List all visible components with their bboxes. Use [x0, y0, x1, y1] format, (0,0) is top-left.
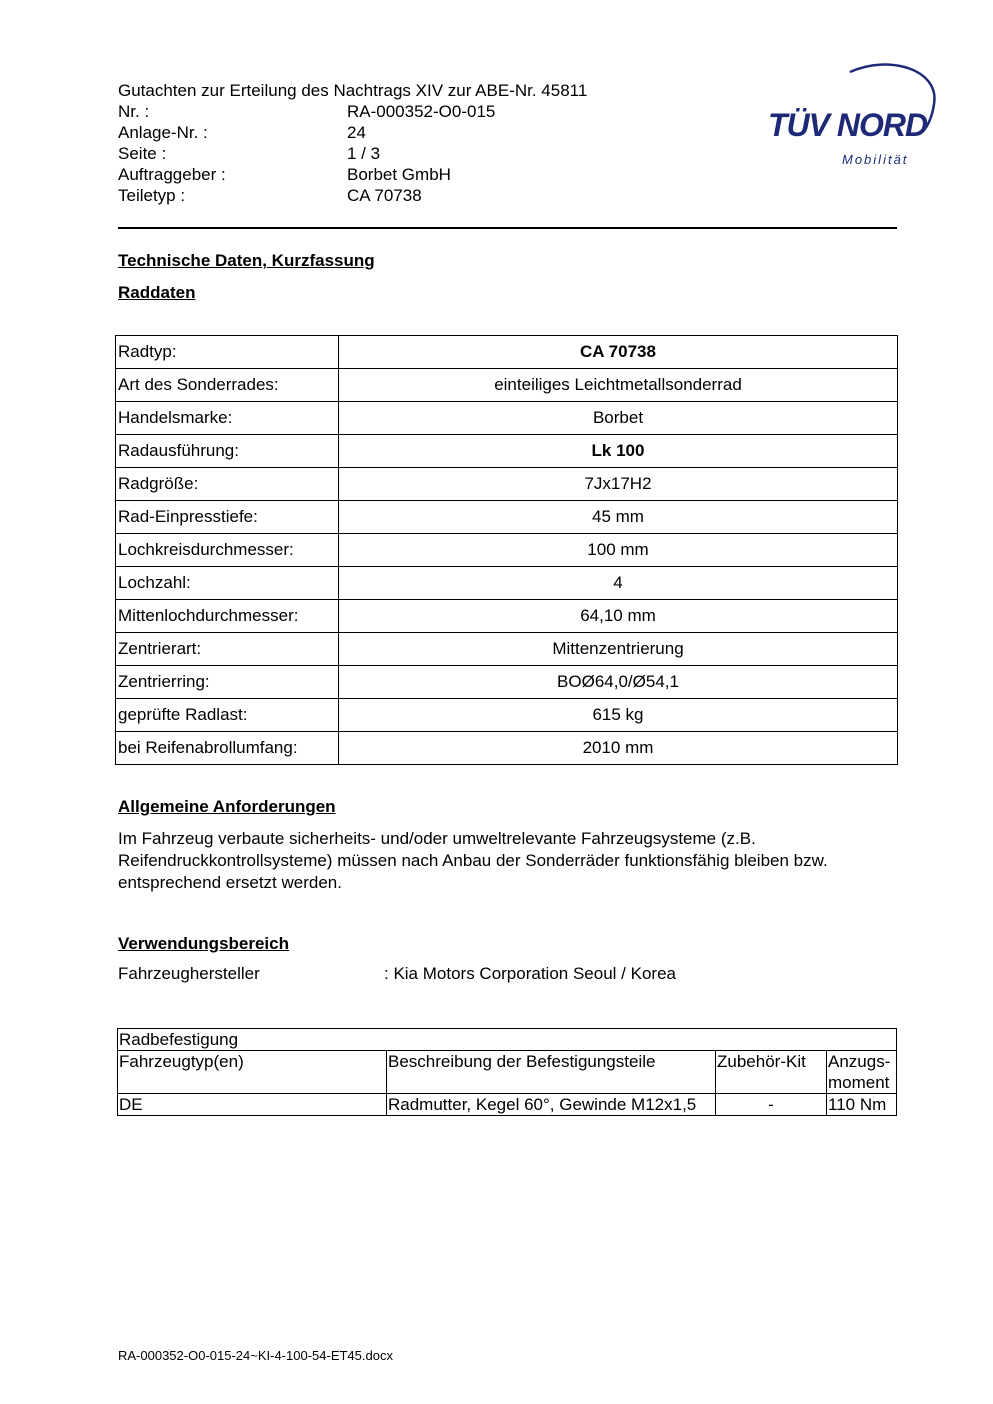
table-row — [118, 1094, 897, 1116]
wheel-value: CA 70738 — [339, 336, 898, 369]
header-value: Borbet GmbH — [347, 165, 451, 184]
section-verwendung-title: Verwendungsbereich — [118, 934, 289, 953]
column-header: Anzugs-moment — [827, 1051, 897, 1094]
document-header — [118, 80, 587, 206]
footer-filename: RA-000352-O0-015-24~KI-4-100-54-ET45.docx — [118, 1348, 393, 1363]
table-header-row — [118, 1051, 897, 1094]
wheel-value: 2010 mm — [339, 732, 898, 765]
header-row-teiletyp — [118, 185, 587, 206]
table-row — [116, 336, 898, 369]
wheel-label: Radtyp: — [116, 336, 339, 369]
table-row — [118, 1029, 897, 1051]
header-divider — [118, 227, 897, 229]
table-row — [116, 567, 898, 600]
tuv-nord-logo — [762, 56, 942, 176]
report-title: Gutachten zur Erteilung des Nachtrags XIV zur ABE-Nr. 45811 — [118, 81, 588, 100]
table-row — [116, 666, 898, 699]
table-row — [116, 369, 898, 402]
wheel-value: 615 kg — [339, 699, 898, 732]
section-raddaten-title: Raddaten — [118, 283, 196, 302]
allgemein-paragraph: Im Fahrzeug verbaute sicherheits- und/oder umweltrelevante Fahrzeugsysteme (z.B. Reifendruckkontrollsysteme) müssen nach Anbau der Sonderräder funktionsfähig bleiben bzw. entsprechend ersetzt werden. — [118, 829, 828, 892]
header-row-nr — [118, 101, 587, 122]
section-allgemein-title: Allgemeine Anforderungen — [118, 797, 336, 816]
wheel-label: Lochkreisdurchmesser: — [116, 534, 339, 567]
header-value: CA 70738 — [347, 186, 422, 205]
wheel-label: Lochzahl: — [116, 567, 339, 600]
wheel-value: Lk 100 — [339, 435, 898, 468]
header-label: Anlage-Nr. : — [118, 123, 208, 142]
manufacturer-value: : Kia Motors Corporation Seoul / Korea — [384, 964, 676, 983]
wheel-label: Radausführung: — [116, 435, 339, 468]
table-row — [116, 402, 898, 435]
header-label: Teiletyp : — [118, 186, 186, 205]
section-tech-title: Technische Daten, Kurzfassung — [118, 251, 375, 270]
wheel-value: BOØ64,0/Ø54,1 — [339, 666, 898, 699]
table-row — [116, 600, 898, 633]
wheel-label: Zentrierart: — [116, 633, 339, 666]
mounting-title: Radbefestigung — [118, 1029, 897, 1051]
wheel-value: 7Jx17H2 — [339, 468, 898, 501]
table-cell: DE — [118, 1094, 387, 1116]
wheel-value: Mittenzentrierung — [339, 633, 898, 666]
header-label: Nr. : — [118, 102, 150, 121]
header-row-seite — [118, 143, 587, 164]
wheel-data-table — [115, 335, 898, 765]
wheel-label: bei Reifenabrollumfang: — [116, 732, 339, 765]
wheel-label: Zentrierring: — [116, 666, 339, 699]
wheel-value: 45 mm — [339, 501, 898, 534]
logo-sub: Mobilität — [842, 152, 909, 167]
logo-brand: TÜV NORD — [768, 107, 928, 143]
table-row — [116, 534, 898, 567]
wheel-label: Radgröße: — [116, 468, 339, 501]
table-row — [116, 633, 898, 666]
wheel-label: Handelsmarke: — [116, 402, 339, 435]
wheel-value: einteiliges Leichtmetallsonderrad — [339, 369, 898, 402]
header-value: 24 — [347, 123, 366, 142]
wheel-value: Borbet — [339, 402, 898, 435]
header-value: 1 / 3 — [347, 144, 381, 163]
column-header: Fahrzeugtyp(en) — [118, 1051, 387, 1094]
manufacturer-row — [118, 964, 676, 984]
manufacturer-label: Fahrzeughersteller — [118, 964, 260, 983]
table-row — [116, 501, 898, 534]
wheel-label: geprüfte Radlast: — [116, 699, 339, 732]
wheel-label: Art des Sonderrades: — [116, 369, 339, 402]
header-row-anlage — [118, 122, 587, 143]
table-row — [116, 699, 898, 732]
table-row — [116, 435, 898, 468]
wheel-value: 64,10 mm — [339, 600, 898, 633]
header-value: RA-000352-O0-015 — [347, 102, 496, 121]
table-row — [116, 732, 898, 765]
column-header: Zubehör-Kit — [716, 1051, 827, 1094]
table-cell: 110 Nm — [827, 1094, 897, 1116]
wheel-label: Mittenlochdurchmesser: — [116, 600, 339, 633]
table-row — [116, 468, 898, 501]
mounting-table — [117, 1028, 897, 1116]
wheel-label: Rad-Einpresstiefe: — [116, 501, 339, 534]
column-header: Beschreibung der Befestigungsteile — [387, 1051, 716, 1094]
table-cell: Radmutter, Kegel 60°, Gewinde M12x1,5 — [387, 1094, 716, 1116]
header-label: Seite : — [118, 144, 167, 163]
header-row-auftraggeber — [118, 164, 587, 185]
wheel-value: 100 mm — [339, 534, 898, 567]
wheel-value: 4 — [339, 567, 898, 600]
table-cell: - — [716, 1094, 827, 1116]
header-label: Auftraggeber : — [118, 165, 226, 184]
